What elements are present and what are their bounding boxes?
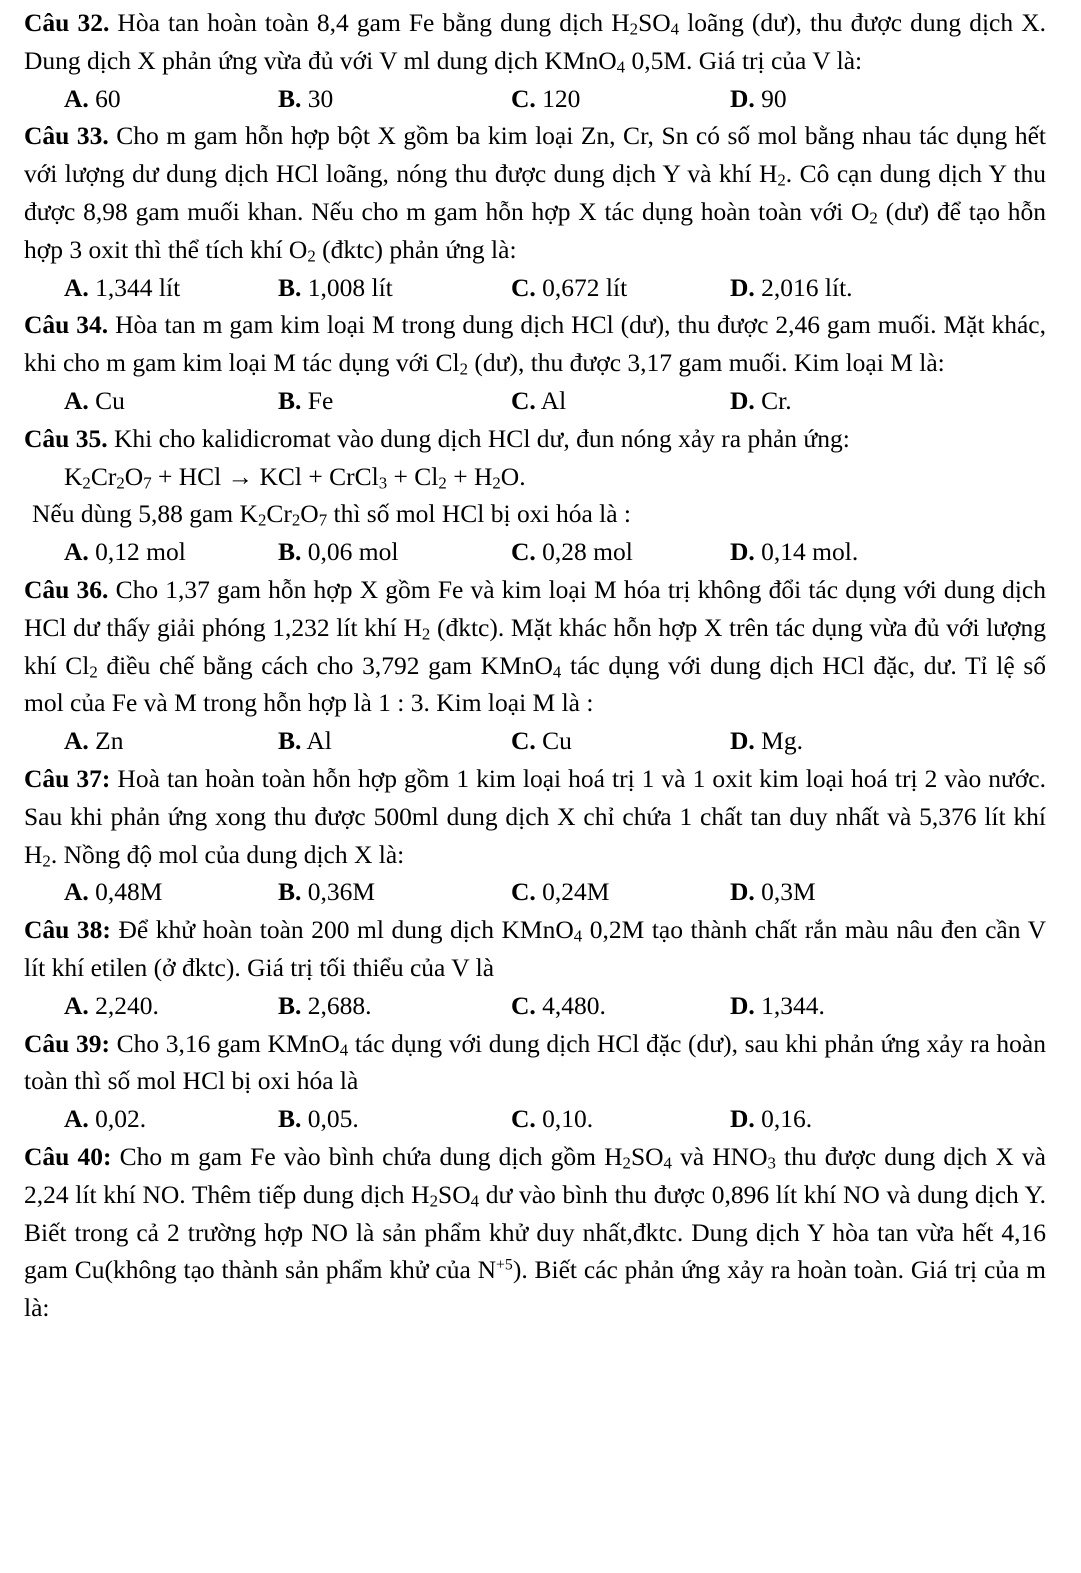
option-label: C. <box>511 385 536 415</box>
question-38 <box>24 911 1046 1024</box>
stem-text: SO <box>438 1179 471 1209</box>
option-b[interactable] <box>278 722 332 760</box>
question-39 <box>24 1025 1046 1138</box>
option-label: D. <box>730 990 755 1020</box>
option-c[interactable] <box>511 987 606 1025</box>
stem-text: Để khử hoàn toàn 200 ml dung dịch KMnO <box>110 915 574 945</box>
stem-text: ). Biết các phản ứng xảy ra hoàn toàn. Giá trị của m là: <box>24 1255 1046 1323</box>
option-b[interactable] <box>278 80 333 118</box>
stem-text: O <box>300 499 319 529</box>
question-34-options <box>24 382 1046 420</box>
question-32-stem <box>24 4 1046 80</box>
subscript: 2 <box>429 1191 439 1211</box>
option-a[interactable] <box>64 533 186 571</box>
option-label: B. <box>278 877 302 907</box>
option-label: C. <box>511 83 536 113</box>
subscript: 2 <box>42 851 51 871</box>
stem-text: . Nồng độ mol của dung dịch X là: <box>50 839 405 869</box>
option-c[interactable] <box>511 873 609 911</box>
question-36 <box>24 571 1046 760</box>
option-text: 0,48M <box>88 877 163 907</box>
option-b[interactable] <box>278 1100 359 1138</box>
question-32-label: Câu 32. <box>24 8 110 37</box>
eq-text: + Cl <box>387 461 439 491</box>
stem-text: tác dụng với dung dịch HCl đặc, dư. Tỉ lệ số mol của Fe và M trong hỗn hợp là 1 : 3. Kim loại M là : <box>24 650 1046 718</box>
option-d[interactable] <box>730 873 816 911</box>
eq-text: + H <box>446 461 493 491</box>
question-39-options <box>24 1100 1046 1138</box>
stem-text: (đktc). Mặt khác hỗn hợp X trên tác dụng vừa đủ với lượng khí Cl <box>24 612 1046 680</box>
question-38-label: Câu 38: <box>24 915 111 945</box>
option-label: A. <box>64 990 89 1020</box>
stem-text: (dư) để tạo hỗn hợp 3 oxit thì thể tích khí O <box>24 196 1046 264</box>
stem-text: Cho 1,37 gam hỗn hợp X gồm Fe và kim loại M hóa trị không đổi tác dụng với dung dịch HCl dư thấy giải phóng 1,232 lít khí H <box>24 574 1046 642</box>
question-32 <box>24 4 1046 117</box>
subscript: 7 <box>318 511 328 531</box>
stem-text: và HNO <box>671 1141 768 1171</box>
option-label: B. <box>278 385 302 415</box>
option-text: 1,008 lít <box>301 272 393 302</box>
option-a[interactable] <box>64 382 125 420</box>
option-text: 2,016 lít. <box>754 272 853 302</box>
subscript: 2 <box>291 511 301 531</box>
stem-text: Nếu dùng 5,88 gam K <box>32 499 258 529</box>
option-a[interactable] <box>64 80 121 118</box>
subscript: 2 <box>622 1153 631 1173</box>
stem-text: dư vào bình thu được 0,896 lít khí NO và dung dịch Y. Biết trong cả 2 trường hợp NO là sản phẩm khử duy nhất,đktc. Dung dịch Y hòa tan vừa hết 4,16 gam Cu(không tạo thành sản phẩm khử của N <box>24 1179 1046 1285</box>
question-38-options <box>24 987 1046 1025</box>
question-37-label: Câu 37: <box>24 763 111 793</box>
option-label: C. <box>511 1104 536 1134</box>
subscript: 4 <box>573 926 583 946</box>
stem-text: 0,2M tạo thành chất rắn màu nâu đen cần V lít khí etilen (ở đktc). Giá trị tối thiểu của V là <box>24 915 1047 982</box>
question-40-stem <box>24 1138 1046 1327</box>
option-text: 4,480. <box>535 990 606 1020</box>
option-label: B. <box>278 537 302 567</box>
option-d[interactable] <box>730 722 803 760</box>
subscript: 2 <box>421 624 431 644</box>
option-text: 2,688. <box>301 990 372 1020</box>
stem-text: (dư), thu được 3,17 gam muối. Kim loại M là: <box>468 348 945 378</box>
option-a[interactable] <box>64 722 124 760</box>
option-label: C. <box>511 990 536 1020</box>
option-text: 0,3M <box>754 877 816 907</box>
option-label: A. <box>64 83 89 113</box>
question-34-label: Câu 34. <box>24 310 109 340</box>
option-label: D. <box>730 385 755 415</box>
subscript: 2 <box>629 19 639 39</box>
option-text: 0,05. <box>301 1104 359 1134</box>
option-text: 0,14 mol. <box>754 537 859 567</box>
question-37-options <box>24 873 1046 911</box>
option-label: B. <box>278 726 302 756</box>
option-d[interactable] <box>730 987 825 1025</box>
option-text: 0,02. <box>88 1104 147 1134</box>
option-text: 1,344 lít <box>88 272 181 302</box>
question-37-stem <box>24 760 1046 873</box>
subscript: 2 <box>438 473 447 493</box>
question-34 <box>24 306 1046 419</box>
option-b[interactable] <box>278 533 398 571</box>
stem-text: Cho m gam Fe vào bình chứa dung dịch gồm H <box>111 1141 623 1171</box>
option-label: D. <box>730 83 755 113</box>
option-text: 0,672 lít <box>535 272 628 302</box>
option-c[interactable] <box>511 382 566 420</box>
option-text: Fe <box>301 385 334 415</box>
option-label: A. <box>64 272 89 302</box>
stem-text: thì số mol HCl bị oxi hóa là : <box>327 499 631 529</box>
option-d[interactable] <box>730 80 787 118</box>
option-a[interactable] <box>64 1100 146 1138</box>
option-text: 90 <box>754 83 787 113</box>
subscript: 2 <box>777 170 786 190</box>
option-text: Cr. <box>754 385 792 415</box>
stem-text: Hoà tan hoàn toàn hỗn hợp gồm 1 kim loại hoá trị 1 và 1 oxit kim loại hoá trị 2 vào nước. Sau khi phản ứng xong thu được 500ml dung dịch X chỉ chứa 1 chất tan duy nhất và 5,376 lít khí H <box>24 763 1046 869</box>
option-text: Mg. <box>754 726 803 756</box>
option-b[interactable] <box>278 382 333 420</box>
stem-text: SO <box>638 8 671 37</box>
eq-text: + HCl → KCl + CrCl <box>151 461 379 491</box>
question-40 <box>24 1138 1046 1327</box>
option-label: C. <box>511 877 536 907</box>
option-label: D. <box>730 877 755 907</box>
stem-text: . Cô cạn dung dịch Y thu được 8,98 gam muối khan. Nếu cho m gam hỗn hợp X tác dụng hoàn toàn với O <box>24 159 1047 226</box>
question-35-stem <box>24 420 1046 458</box>
stem-text: Hòa tan hoàn toàn 8,4 gam Fe bằng dung dịch H <box>109 8 630 37</box>
stem-text: Cr <box>266 499 292 529</box>
option-a[interactable] <box>64 269 180 307</box>
option-text: 0,24M <box>535 877 610 907</box>
question-36-stem <box>24 571 1046 722</box>
question-sheet <box>24 4 1046 1327</box>
question-36-label: Câu 36. <box>24 574 109 604</box>
question-38-stem <box>24 911 1046 987</box>
subscript: 3 <box>378 473 388 493</box>
question-33-options <box>24 269 1046 307</box>
subscript: 4 <box>663 1153 672 1173</box>
option-text: Al <box>301 726 332 756</box>
option-text: 2,240. <box>88 990 159 1020</box>
stem-text: tác dụng với dung dịch HCl đặc (dư), sau khi phản ứng xảy ra hoàn toàn thì số mol HCl bị oxi hóa là <box>24 1028 1046 1096</box>
option-label: D. <box>730 537 755 567</box>
stem-text: Cho 3,16 gam KMnO <box>109 1028 340 1058</box>
option-b[interactable] <box>278 873 375 911</box>
option-text: 0,10. <box>535 1104 594 1134</box>
option-c[interactable] <box>511 269 627 307</box>
stem-text: loãng (dư), thu được dung dịch X. Dung dịch X phản ứng vừa đủ với V ml dung dịch KMnO <box>24 8 1046 75</box>
reaction-equation <box>24 458 1046 496</box>
option-c[interactable] <box>511 722 572 760</box>
option-text: 0,16. <box>754 1104 813 1134</box>
option-text: 30 <box>301 83 334 113</box>
option-c[interactable] <box>511 1100 593 1138</box>
option-label: A. <box>64 726 89 756</box>
question-33-stem <box>24 117 1046 268</box>
stem-text: thu được dung dịch X và 2,24 lít khí NO. Thêm tiếp dung dịch H <box>24 1141 1046 1209</box>
subscript: 2 <box>116 473 125 493</box>
stem-text: Cho m gam hỗn hợp bột X gồm ba kim loại Zn, Cr, Sn có số mol bằng nhau tác dụng hết với lượng dư dung dịch HCl loãng, nóng thu được dung dịch Y và khí H <box>24 121 1046 189</box>
stem-text: (đktc) phản ứng là: <box>315 234 517 264</box>
superscript: +5 <box>496 1256 513 1274</box>
option-text: 120 <box>535 83 581 113</box>
option-text: 0,12 mol <box>88 537 186 567</box>
option-a[interactable] <box>64 987 159 1025</box>
option-c[interactable] <box>511 533 633 571</box>
option-label: A. <box>64 537 89 567</box>
option-label: D. <box>730 726 755 756</box>
option-label: C. <box>511 537 536 567</box>
option-d[interactable] <box>730 1100 812 1138</box>
option-label: C. <box>511 272 536 302</box>
stem-text: điều chế bằng cách cho 3,792 gam KMnO <box>97 650 553 680</box>
stem-text: Khi cho kalidicromat vào dung dịch HCl dư, đun nóng xảy ra phản ứng: <box>107 423 850 453</box>
question-33-label: Câu 33. <box>24 121 109 151</box>
subscript: 3 <box>767 1153 776 1173</box>
stem-text: Hòa tan m gam kim loại M trong dung dịch HCl (dư), thu được 2,46 gam muối. Mặt khác, khi cho m gam kim loại M tác dụng với Cl <box>24 310 1046 378</box>
eq-text: O <box>124 461 144 491</box>
question-40-label: Câu 40: <box>24 1141 112 1171</box>
subscript: 2 <box>257 511 267 531</box>
option-label: A. <box>64 877 89 907</box>
option-a[interactable] <box>64 873 162 911</box>
subscript: 4 <box>470 1191 480 1211</box>
option-text: Zn <box>88 726 124 756</box>
question-34-stem <box>24 306 1046 382</box>
subscript: 2 <box>459 359 469 379</box>
subscript: 2 <box>869 208 878 228</box>
option-c[interactable] <box>511 80 580 118</box>
option-label: B. <box>278 272 302 302</box>
option-label: B. <box>278 1104 302 1134</box>
option-d[interactable] <box>730 382 792 420</box>
option-d[interactable] <box>730 533 858 571</box>
option-b[interactable] <box>278 269 393 307</box>
stem-text: 0,5M. Giá trị của V là: <box>625 45 863 75</box>
option-label: D. <box>730 1104 755 1134</box>
subscript: 2 <box>89 662 98 682</box>
question-39-label: Câu 39: <box>24 1028 110 1058</box>
option-text: 0,28 mol <box>535 537 633 567</box>
question-35-prompt <box>24 495 1046 533</box>
option-label: A. <box>64 1104 89 1134</box>
option-label: B. <box>278 990 302 1020</box>
subscript: 2 <box>492 473 501 493</box>
option-label: D. <box>730 272 755 302</box>
option-text: Cu <box>88 385 125 415</box>
option-d[interactable] <box>730 269 853 307</box>
subscript: 2 <box>307 246 316 266</box>
subscript: 4 <box>670 19 680 39</box>
subscript: 4 <box>339 1040 349 1060</box>
option-text: Al <box>535 385 567 415</box>
option-label: B. <box>278 83 302 113</box>
stem-text: SO <box>630 1141 664 1171</box>
subscript: 4 <box>552 662 562 682</box>
eq-text: K <box>64 461 83 491</box>
option-b[interactable] <box>278 987 372 1025</box>
eq-text: O. <box>500 461 526 491</box>
option-text: 60 <box>88 83 121 113</box>
option-text: 1,344. <box>754 990 825 1020</box>
question-35-options <box>24 533 1046 571</box>
question-36-options <box>24 722 1046 760</box>
option-text: Cu <box>535 726 572 756</box>
question-39-stem <box>24 1025 1046 1101</box>
subscript: 4 <box>616 57 626 77</box>
option-text: 0,06 mol <box>301 537 399 567</box>
question-35 <box>24 420 1046 571</box>
option-text: 0,36M <box>301 877 376 907</box>
question-37 <box>24 760 1046 911</box>
question-35-label: Câu 35. <box>24 423 108 453</box>
option-label: A. <box>64 385 89 415</box>
subscript: 7 <box>143 473 152 493</box>
option-label: C. <box>511 726 536 756</box>
subscript: 2 <box>82 473 91 493</box>
question-32-options <box>24 80 1046 118</box>
eq-text: Cr <box>90 461 117 491</box>
question-33 <box>24 117 1046 306</box>
